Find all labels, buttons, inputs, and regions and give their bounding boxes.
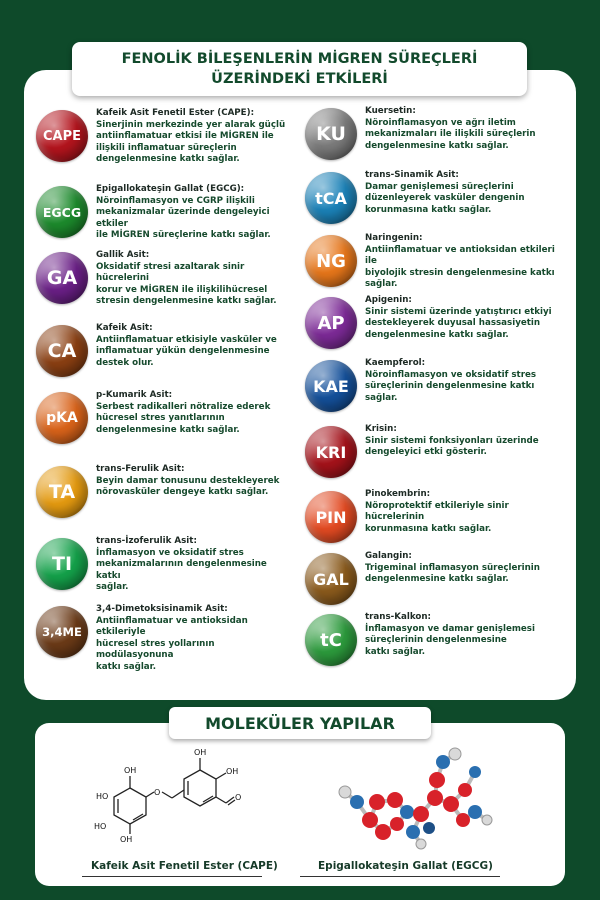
compound-item-tc [305, 612, 565, 670]
compound-name: trans-Ferulik Asit: [96, 464, 185, 474]
compound-name: Krisin: [365, 424, 397, 434]
compound-desc-line: Oksidatif stresi azaltarak sinir hücrelerini [96, 261, 245, 283]
compound-badge-34me: 3,4ME [36, 606, 88, 658]
compound-name: Apigenin: [365, 295, 412, 305]
compound-desc-line: sağlar. [365, 279, 398, 289]
compound-desc-line: dengelenmesine katkı sağlar. [365, 329, 509, 340]
compound-badge-pin: PIN [305, 491, 357, 543]
compound-desc-line: ile MİGREN süreçlerine katkı sağlar. [96, 230, 271, 240]
cape-oh-label: OH [226, 767, 239, 776]
compound-desc-line: Damar genişlemesi süreçlerini [365, 181, 514, 192]
compound-name: Gallik Asit: [96, 250, 150, 260]
cape-oh-label: OH [194, 748, 207, 757]
compound-desc-line: destekleyerek duyusal hassasiyetin [365, 318, 541, 328]
compound-desc-line: Nöroinflamasyon ve oksidatif stres [365, 369, 537, 380]
compound-desc-line: nörovasküler dengeye katkı sağlar. [96, 487, 269, 497]
compound-desc-line: Serbest radikalleri nötralize ederek [96, 401, 271, 412]
compound-desc-line: dengeleyici etki gösterir. [365, 447, 487, 457]
compound-name: Kuersetin: [365, 106, 416, 116]
compound-name: p-Kumarik Asit: [96, 390, 173, 400]
compound-item-ta [36, 464, 296, 522]
compound-desc-line: korunmasına katkı sağlar. [365, 523, 492, 534]
compound-name: trans-Kalkon: [365, 612, 432, 622]
egcg-ball-stick-model [325, 732, 500, 854]
compound-name: 3,4-Dimetoksisinamik Asit: [96, 604, 228, 614]
compound-badge-ga: GA [36, 252, 88, 304]
compound-desc-line: dengelenmesine katkı sağlar. [96, 154, 240, 164]
compound-desc-line: dengelenmesine katkı sağlar. [365, 140, 509, 151]
compound-badge-ng: NG [305, 235, 357, 287]
compound-item-ng [305, 233, 565, 291]
compound-badge-kae: KAE [305, 360, 357, 412]
compound-desc-line: süreçlerinin dengelenmesine [365, 635, 507, 645]
compound-desc-line: katkı sağlar. [365, 646, 426, 657]
compound-desc-line: Sinerjinin merkezinde yer alarak güçlü [96, 119, 286, 130]
compound-desc-line: inflamatuar yükün dengelenmesine [96, 346, 270, 356]
compound-item-kae [305, 358, 565, 416]
compound-desc-line: korunmasına katkı sağlar. [365, 204, 492, 215]
compound-desc-line: Antiinflamatuar etkisiyle vasküler ve [96, 334, 277, 345]
compound-item-pin [305, 489, 565, 547]
compound-desc-line: mekanizmalar üzerinde dengeleyici etkiler [96, 207, 270, 229]
compound-item-gal [305, 551, 565, 609]
cape-label-underline [82, 876, 262, 877]
cape-ho-label: HO [96, 792, 109, 801]
compound-desc-line: Trigeminal inflamasyon süreçlerinin [365, 562, 540, 573]
compound-desc-line: Nöroprotektif etkileriyle sinir hücrelerinin [365, 500, 509, 522]
cape-ho-label: HO [94, 822, 107, 831]
compound-desc-line: İnflamasyon ve damar genişlemesi [365, 623, 535, 634]
molecular-title: MOLEKÜLER YAPILAR [205, 713, 395, 733]
compound-badge-kri: KRI [305, 426, 357, 478]
compound-desc-line: hücresel stres yollarının modülasyonuna [96, 638, 215, 660]
compound-desc-line: Antiinflamatuar ve antioksidan etkileriyle [96, 615, 248, 637]
compound-desc-line: antiinflamatuar etkisi ile MİGREN ile [96, 131, 274, 141]
compound-badge-cape: CAPE [36, 110, 88, 162]
compound-item-34me [36, 604, 296, 672]
compound-desc-line: korur ve MİGREN ile ilişkilihücresel [96, 284, 268, 295]
compound-desc-line: mekanizmalarının dengelenmesine katkı [96, 559, 267, 581]
compound-name: trans-Sinamik Asit: [365, 170, 459, 180]
compound-badge-egcg: EGCG [36, 186, 88, 238]
compound-desc-line: ilişkili inflamatuar süreçlerin [96, 142, 237, 153]
compound-item-ti [36, 536, 296, 594]
compound-name: Kafeik Asit: [96, 323, 153, 333]
compound-desc-line: Nöroinflamasyon ve ağrı iletim [365, 117, 516, 128]
compound-desc-line: sağlar. [96, 582, 129, 592]
compound-desc-line: stresin dengelenmesine katkı sağlar. [96, 296, 277, 306]
compound-desc-line: dengelenmesine katkı sağlar. [96, 424, 240, 435]
compound-item-ca [36, 323, 296, 381]
compound-badge-ti: TI [36, 538, 88, 590]
compound-item-ga [36, 250, 296, 308]
egcg-label-underline [300, 876, 500, 877]
compound-desc-line: İnflamasyon ve oksidatif stres [96, 547, 244, 558]
compound-desc-line: düzenleyerek vasküler dengenin [365, 193, 525, 203]
compound-desc-line: süreçlerinin dengelenmesine katkı [365, 381, 535, 391]
compound-name: Kafeik Asit Fenetil Ester (CAPE): [96, 108, 255, 118]
compound-desc-line: sağlar. [365, 392, 398, 403]
compound-badge-ku: KU [305, 108, 357, 160]
cape-o-label: O [154, 788, 161, 797]
compound-item-pka [36, 390, 296, 448]
compound-desc-line: hücresel stres yanıtlarının [96, 413, 225, 423]
compound-badge-tc: tC [305, 614, 357, 666]
title-box [72, 42, 527, 96]
page-title-line-1: FENOLİK BİLEŞENLERİN MİGREN SÜREÇLERİ [121, 51, 478, 67]
cape-structure-drawing [80, 742, 280, 850]
cape-o-label: O [235, 793, 242, 802]
compound-item-ap [305, 295, 565, 353]
compound-name: Pinokembrin: [365, 489, 431, 499]
compound-item-kri [305, 424, 565, 482]
compound-desc-line: mekanizmaları ile ilişkili süreçlerin [365, 129, 536, 139]
compound-desc-line: destek olur. [96, 357, 154, 368]
compound-name: Epigallokateşin Gallat (EGCG): [96, 184, 245, 194]
compound-badge-gal: GAL [305, 553, 357, 605]
compound-name: Galangin: [365, 551, 412, 561]
compound-badge-ap: AP [305, 297, 357, 349]
cape-oh-label: OH [124, 766, 137, 775]
compound-desc-line: Nöroinflamasyon ve CGRP ilişkili [96, 195, 255, 206]
egcg-structure-label: Epigallokateşin Gallat (EGCG) [318, 860, 493, 872]
compound-badge-tca: tCA [305, 172, 357, 224]
compound-desc-line: Antiinflamatuar ve antioksidan etkileri ile [365, 244, 555, 266]
compound-desc-line: Beyin damar tonusunu destekleyerek [96, 475, 280, 486]
compound-item-ku [305, 106, 565, 164]
compound-name: Naringenin: [365, 233, 423, 243]
compound-item-egcg [36, 184, 296, 242]
compound-badge-ta: TA [36, 466, 88, 518]
compound-desc-line: katkı sağlar. [96, 661, 157, 672]
compound-item-tca [305, 170, 565, 228]
cape-oh-label: OH [120, 835, 133, 844]
compound-desc-line: Sinir sistemi fonksiyonları üzerinde [365, 435, 539, 446]
compound-desc-line: Sinir sistemi üzerinde yatıştırıcı etkiyi [365, 306, 552, 317]
compound-item-cape [36, 108, 296, 166]
compound-name: Kaempferol: [365, 358, 426, 368]
cape-structure-label: Kafeik Asit Fenetil Ester (CAPE) [91, 860, 278, 872]
compound-desc-line: dengelenmesine katkı sağlar. [365, 574, 509, 584]
compound-badge-ca: CA [36, 325, 88, 377]
compound-desc-line: biyolojik stresin dengelenmesine katkı [365, 267, 555, 278]
page-title-line-2: ÜZERİNDEKİ ETKİLERİ [211, 71, 388, 87]
compound-badge-pka: pKA [36, 392, 88, 444]
compound-name: trans-İzoferulik Asit: [96, 536, 197, 546]
